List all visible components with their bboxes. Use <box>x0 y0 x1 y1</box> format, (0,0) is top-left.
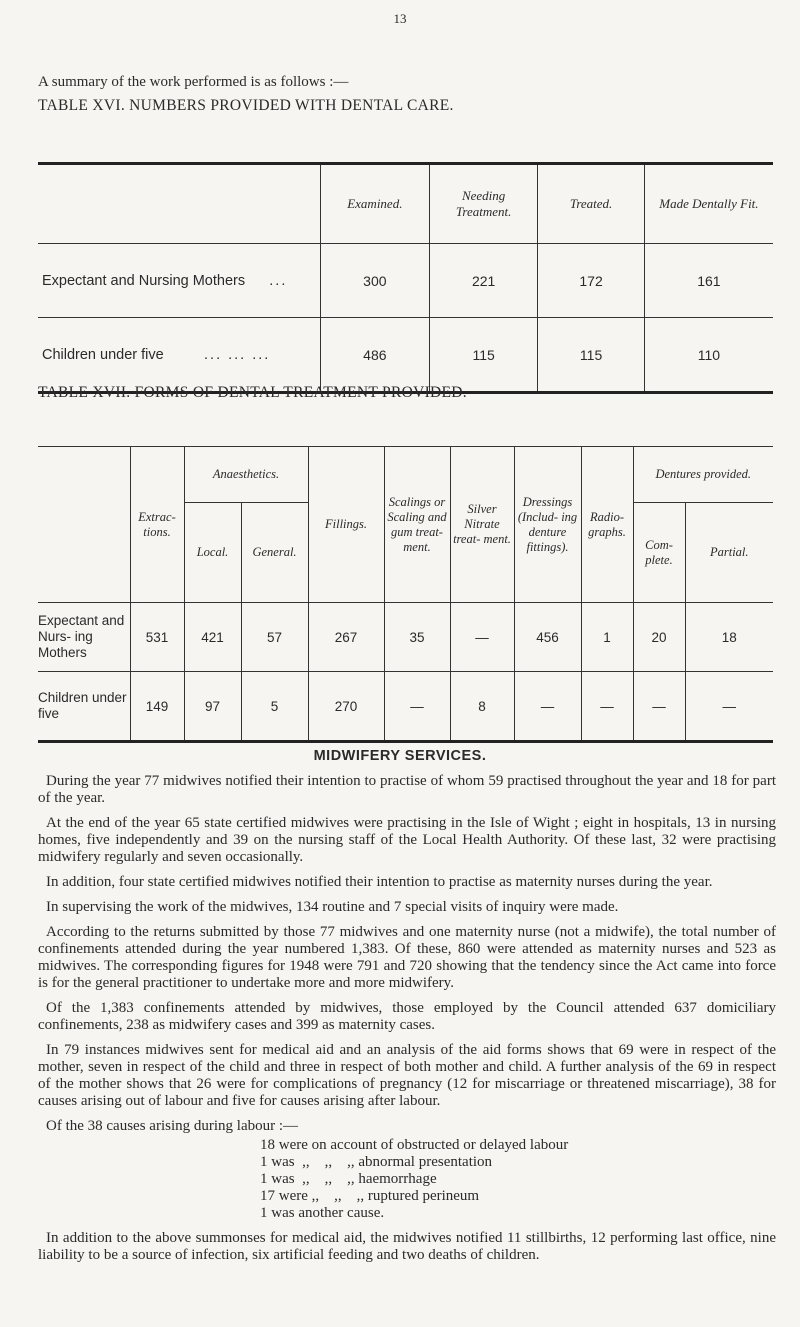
table-cell: 172 <box>538 244 645 318</box>
table-cell: 300 <box>320 244 429 318</box>
table-row <box>38 603 773 672</box>
paragraph: In addition, four state certified midwives notified their intention to practise as maternity nurses during the year. <box>46 874 713 890</box>
table-cell: 421 <box>184 603 241 672</box>
table17-title: TABLE XVII. FORMS OF DENTAL TREATMENT PROVIDED. <box>38 384 467 401</box>
table-cell: 35 <box>384 603 450 672</box>
table-cell: 486 <box>320 318 429 393</box>
table-cell: — <box>514 672 581 742</box>
table-corner <box>38 447 130 603</box>
header-examined: Examined. <box>320 164 429 244</box>
table-cell: 531 <box>130 603 184 672</box>
header-needing-treatment: Needing Treatment. <box>429 164 537 244</box>
table-cell: 115 <box>429 318 537 393</box>
header-general: General. <box>241 503 308 603</box>
midwifery-body <box>38 773 776 1272</box>
header-fillings: Fillings. <box>308 447 384 603</box>
header-radiographs: Radio- graphs. <box>581 447 633 603</box>
list-item: 1 was another cause. <box>260 1205 385 1221</box>
table-cell: 5 <box>241 672 308 742</box>
paragraph: According to the returns submitted by those 77 midwives and one maternity nurse (not a midwife), the total number of confinements attended during the year numbered 1,383. Of these, 860 were attended as maternity nurses and 523 as midwives. The corresponding figures for 1948 were 791 and 720 showing that the tendency since the Act came into force is for the general practitioner to undertake more and more midwifery. <box>38 924 776 991</box>
row-label-text: Children under five <box>42 346 164 363</box>
paragraph: In supervising the work of the midwives, 134 routine and 7 special visits of inquiry were made. <box>46 899 619 915</box>
header-dressings: Dressings (Includ- ing denture fittings). <box>514 447 581 603</box>
table-cell: 267 <box>308 603 384 672</box>
header-partial: Partial. <box>685 503 773 603</box>
table16-title: TABLE XVI. NUMBERS PROVIDED WITH DENTAL CARE. <box>38 97 454 114</box>
header-complete: Com- plete. <box>633 503 685 603</box>
paragraph: At the end of the year 65 state certified midwives were practising in the Isle of Wight ; eight in hospitals, 13 in nursing homes, five independently and 39 on the nursing staff of the Local Health Authority. Of these last, 32 were practising midwifery regularly and seven occasionally. <box>38 815 776 865</box>
row-label <box>38 318 320 393</box>
table-cell: 115 <box>538 318 645 393</box>
table-cell: 456 <box>514 603 581 672</box>
header-extractions: Extrac- tions. <box>130 447 184 603</box>
table-cell: 221 <box>429 244 537 318</box>
paragraph: During the year 77 midwives notified their intention to practise of whom 59 practised throughout the year and 18 for part of the year. <box>38 773 776 806</box>
row-label: Children under five <box>38 672 130 742</box>
table-cell: — <box>450 603 514 672</box>
table-cell: — <box>685 672 773 742</box>
table-cell: 161 <box>644 244 773 318</box>
intro-text: A summary of the work performed is as follows :— <box>38 74 349 90</box>
header-treated: Treated. <box>538 164 645 244</box>
table-cell: 110 <box>644 318 773 393</box>
table-cell: — <box>384 672 450 742</box>
table-cell: 97 <box>184 672 241 742</box>
list-item: 1 was ,, ,, ,, haemorrhage <box>260 1171 437 1187</box>
table-row <box>38 244 773 318</box>
table-cell: 57 <box>241 603 308 672</box>
header-dentures-provided: Dentures provided. <box>633 447 773 503</box>
table-cell: 8 <box>450 672 514 742</box>
table-cell: 18 <box>685 603 773 672</box>
table-row <box>38 318 773 393</box>
leader-dots: ... ... ... <box>204 346 271 363</box>
list-item: 1 was ,, ,, ,, abnormal presentation <box>260 1154 493 1170</box>
table-corner <box>38 164 320 244</box>
table-row <box>38 672 773 742</box>
leader-dots: ... <box>269 272 288 289</box>
table-cell: — <box>633 672 685 742</box>
page-number: 13 <box>393 11 407 26</box>
table-cell: 270 <box>308 672 384 742</box>
table-cell: 1 <box>581 603 633 672</box>
header-silver-nitrate: Silver Nitrate treat- ment. <box>450 447 514 603</box>
list-item: 17 were ,, ,, ,, ruptured perineum <box>260 1188 480 1204</box>
paragraph: Of the 38 causes arising during labour :— <box>46 1118 299 1134</box>
row-label: Expectant and Nurs- ing Mothers <box>38 603 130 672</box>
table-cell: 149 <box>130 672 184 742</box>
header-scalings: Scalings or Scaling and gum treat- ment. <box>384 447 450 603</box>
paragraph: In 79 instances midwives sent for medical aid and an analysis of the aid forms shows that 69 were in respect of the mother, seven in respect of the child and three in respect of both mother and child. A further analysis of the 69 in respect of the mother shows that 26 were for complications of pregnancy (12 for miscarriage or threatened miscarriage), 38 for causes arising out of labour and five for causes arising after labour. <box>38 1042 776 1109</box>
header-local: Local. <box>184 503 241 603</box>
table-cell: 20 <box>633 603 685 672</box>
paragraph: Of the 1,383 confinements attended by midwives, those employed by the Council attended 637 domiciliary confinements, 238 as midwifery cases and 399 as maternity cases. <box>38 1000 776 1033</box>
table-xvi <box>38 162 773 394</box>
midwifery-title: MIDWIFERY SERVICES. <box>313 748 487 764</box>
row-label-text: Expectant and Nursing Mothers <box>42 272 246 289</box>
header-made-dentally-fit: Made Dentally Fit. <box>644 164 773 244</box>
causes-list <box>38 1137 776 1222</box>
table-xvii <box>38 446 773 743</box>
table-header-row <box>38 164 773 244</box>
row-label <box>38 244 320 318</box>
table-cell: — <box>581 672 633 742</box>
paragraph: In addition to the above summonses for medical aid, the midwives notified 11 stillbirths, 12 performing last office, nine liability to be a source of infection, six artificial feeding and two deaths of children. <box>38 1230 776 1263</box>
list-item: 18 were on account of obstructed or delayed labour <box>260 1137 569 1153</box>
table-header-row <box>38 447 773 503</box>
header-anaesthetics: Anaesthetics. <box>184 447 308 503</box>
